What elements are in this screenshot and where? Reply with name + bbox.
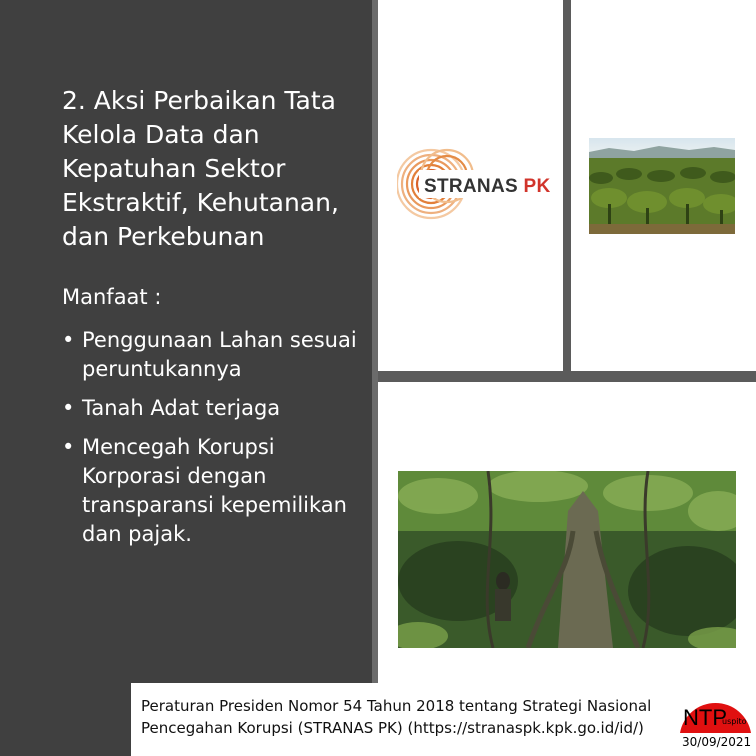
caption-line-1: Peraturan Presiden Nomor 54 Tahun 2018 tentang Strategi Nasional [141,697,652,715]
caption-box [131,683,673,756]
brand-initials: NTP [683,705,727,730]
logo-main-text: STRANAS [424,176,518,197]
benefits-heading: Manfaat : [62,285,162,309]
list-item: • Tanah Adat terjaga [62,394,362,423]
palm-plantation-photo [589,138,735,234]
left-panel [0,0,372,756]
caption-line-2: Pencegahan Korupsi (STRANAS PK) (https://stranaspk.kpk.go.id/id/) [141,719,644,737]
list-item: • Penggunaan Lahan sesuai peruntukannya [62,326,362,384]
brand-suffix: uspito [722,717,747,726]
brand-date: 30/09/2021 [682,735,752,749]
list-item: • Mencegah Korupsi Korporasi dengan transparansi kepemilikan dan pajak. [62,433,362,549]
rainforest-photo [398,471,736,648]
ntp-brand [673,683,756,756]
slide-title: 2. Aksi Perbaikan Tata Kelola Data dan Kepatuhan Sektor Ekstraktif, Kehutanan, dan Perkebunan [62,86,339,251]
logo-wordmark [424,176,551,198]
benefits-list [62,326,362,559]
logo-accent-text: PK [523,176,551,197]
